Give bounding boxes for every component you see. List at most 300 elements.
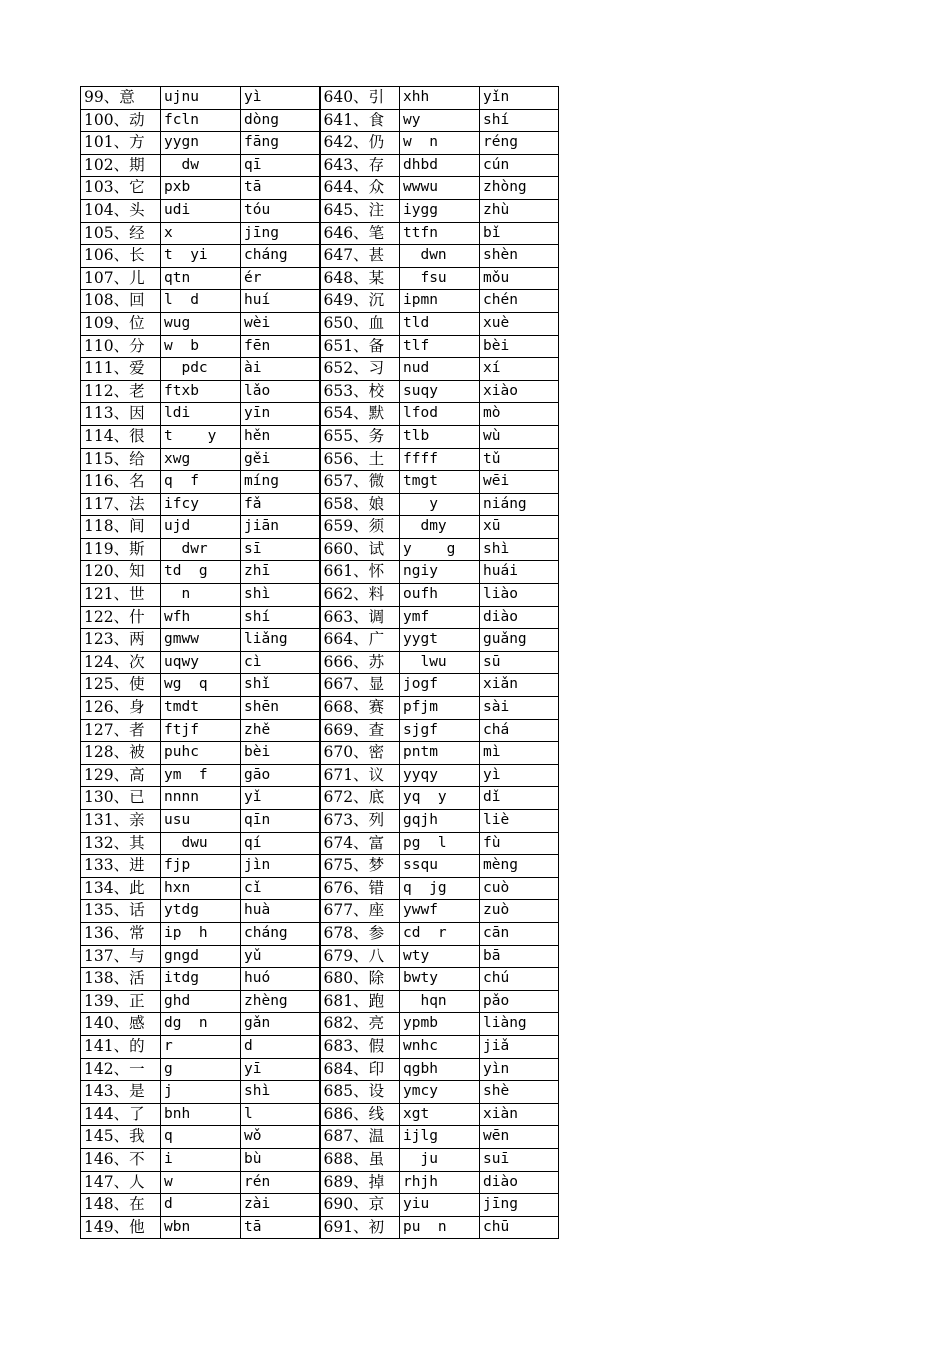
pinyin-cell[interactable]: liàng [480,1013,559,1036]
code-cell[interactable]: usu [161,810,241,833]
pinyin-cell[interactable]: xiào [480,380,559,403]
pinyin-cell[interactable]: shèn [480,245,559,268]
char-cell[interactable]: 112、老 [81,380,161,403]
pinyin-cell[interactable]: cún [480,154,559,177]
pinyin-cell[interactable]: zhù [480,199,559,222]
pinyin-cell[interactable]: fǎ [241,493,320,516]
pinyin-cell[interactable]: zuò [480,900,559,923]
char-cell[interactable]: 118、间 [81,516,161,539]
code-cell[interactable]: ffff [400,448,480,471]
pinyin-cell[interactable]: ér [241,267,320,290]
pinyin-cell[interactable]: huà [241,900,320,923]
pinyin-cell[interactable]: dǐ [480,787,559,810]
pinyin-cell[interactable]: fēn [241,335,320,358]
pinyin-cell[interactable]: wù [480,425,559,448]
pinyin-cell[interactable]: liǎng [241,629,320,652]
char-cell[interactable]: 671、议 [320,764,400,787]
code-cell[interactable]: d [161,1194,241,1217]
pinyin-cell[interactable]: bǐ [480,222,559,245]
char-cell[interactable]: 648、某 [320,267,400,290]
code-cell[interactable]: ypmb [400,1013,480,1036]
code-cell[interactable]: fsu [400,267,480,290]
pinyin-cell[interactable]: lǎo [241,380,320,403]
char-cell[interactable]: 131、亲 [81,810,161,833]
char-cell[interactable]: 149、他 [81,1216,161,1239]
char-cell[interactable]: 120、知 [81,561,161,584]
code-cell[interactable]: dhbd [400,154,480,177]
char-cell[interactable]: 117、法 [81,493,161,516]
pinyin-cell[interactable]: jīng [480,1194,559,1217]
pinyin-cell[interactable]: sī [241,538,320,561]
pinyin-cell[interactable]: yǔ [241,945,320,968]
code-cell[interactable]: tld [400,312,480,335]
pinyin-cell[interactable]: bā [480,945,559,968]
pinyin-cell[interactable]: tā [241,177,320,200]
code-cell[interactable]: fcln [161,109,241,132]
pinyin-cell[interactable]: dòng [241,109,320,132]
char-cell[interactable]: 684、印 [320,1058,400,1081]
pinyin-cell[interactable]: shǐ [241,674,320,697]
char-cell[interactable]: 134、此 [81,877,161,900]
char-cell[interactable]: 125、使 [81,674,161,697]
pinyin-cell[interactable]: réng [480,132,559,155]
char-cell[interactable]: 642、仍 [320,132,400,155]
char-cell[interactable]: 664、广 [320,629,400,652]
code-cell[interactable]: pxb [161,177,241,200]
char-cell[interactable]: 116、名 [81,471,161,494]
code-cell[interactable]: td g [161,561,241,584]
code-cell[interactable]: wwwu [400,177,480,200]
code-cell[interactable]: yygt [400,629,480,652]
pinyin-cell[interactable]: shí [241,606,320,629]
char-cell[interactable]: 126、身 [81,697,161,720]
code-cell[interactable]: ldi [161,403,241,426]
pinyin-cell[interactable]: wēn [480,1126,559,1149]
char-cell[interactable]: 652、习 [320,358,400,381]
pinyin-cell[interactable]: fù [480,832,559,855]
code-cell[interactable]: gngd [161,945,241,968]
pinyin-cell[interactable]: zhòng [480,177,559,200]
char-cell[interactable]: 688、虽 [320,1148,400,1171]
pinyin-cell[interactable]: gāo [241,764,320,787]
code-cell[interactable]: ym f [161,764,241,787]
code-cell[interactable]: lwu [400,651,480,674]
char-cell[interactable]: 690、京 [320,1194,400,1217]
char-cell[interactable]: 656、土 [320,448,400,471]
pinyin-cell[interactable]: mèng [480,855,559,878]
code-cell[interactable]: ftxb [161,380,241,403]
pinyin-cell[interactable]: suī [480,1148,559,1171]
code-cell[interactable]: rhjh [400,1171,480,1194]
char-cell[interactable]: 109、位 [81,312,161,335]
code-cell[interactable]: gmww [161,629,241,652]
pinyin-cell[interactable]: shēn [241,697,320,720]
char-cell[interactable]: 681、跑 [320,990,400,1013]
char-cell[interactable]: 641、食 [320,109,400,132]
code-cell[interactable]: x [161,222,241,245]
code-cell[interactable]: r [161,1035,241,1058]
code-cell[interactable]: ifcy [161,493,241,516]
pinyin-cell[interactable]: qīn [241,810,320,833]
code-cell[interactable]: dmy [400,516,480,539]
pinyin-cell[interactable]: shè [480,1081,559,1104]
pinyin-cell[interactable]: cǐ [241,877,320,900]
pinyin-cell[interactable]: gěi [241,448,320,471]
char-cell[interactable]: 114、很 [81,425,161,448]
char-cell[interactable]: 680、除 [320,968,400,991]
char-cell[interactable]: 101、方 [81,132,161,155]
char-cell[interactable]: 111、爱 [81,358,161,381]
code-cell[interactable]: hxn [161,877,241,900]
code-cell[interactable]: pfjm [400,697,480,720]
char-cell[interactable]: 657、微 [320,471,400,494]
char-cell[interactable]: 129、高 [81,764,161,787]
char-cell[interactable]: 132、其 [81,832,161,855]
pinyin-cell[interactable]: zài [241,1194,320,1217]
char-cell[interactable]: 137、与 [81,945,161,968]
code-cell[interactable]: j [161,1081,241,1104]
char-cell[interactable]: 103、它 [81,177,161,200]
pinyin-cell[interactable]: cì [241,651,320,674]
code-cell[interactable]: i [161,1148,241,1171]
code-cell[interactable]: l d [161,290,241,313]
pinyin-cell[interactable]: jīng [241,222,320,245]
code-cell[interactable]: uqwy [161,651,241,674]
char-cell[interactable]: 669、查 [320,719,400,742]
pinyin-cell[interactable]: d [241,1035,320,1058]
code-cell[interactable]: q f [161,471,241,494]
pinyin-cell[interactable]: pǎo [480,990,559,1013]
char-cell[interactable]: 654、默 [320,403,400,426]
code-cell[interactable]: w n [400,132,480,155]
char-cell[interactable]: 104、头 [81,199,161,222]
code-cell[interactable]: ssqu [400,855,480,878]
code-cell[interactable]: fjp [161,855,241,878]
pinyin-cell[interactable]: tā [241,1216,320,1239]
char-cell[interactable]: 115、给 [81,448,161,471]
pinyin-cell[interactable]: yīn [241,403,320,426]
char-cell[interactable]: 128、被 [81,742,161,765]
char-cell[interactable]: 107、儿 [81,267,161,290]
code-cell[interactable]: qgbh [400,1058,480,1081]
pinyin-cell[interactable]: tǔ [480,448,559,471]
code-cell[interactable]: y [400,493,480,516]
code-cell[interactable]: xgt [400,1103,480,1126]
pinyin-cell[interactable]: zhī [241,561,320,584]
code-cell[interactable]: y g [400,538,480,561]
pinyin-cell[interactable]: wèi [241,312,320,335]
code-cell[interactable]: dg n [161,1013,241,1036]
pinyin-cell[interactable]: liè [480,810,559,833]
char-cell[interactable]: 644、众 [320,177,400,200]
code-cell[interactable]: puhc [161,742,241,765]
char-cell[interactable]: 672、底 [320,787,400,810]
pinyin-cell[interactable]: jiǎ [480,1035,559,1058]
char-cell[interactable]: 689、掉 [320,1171,400,1194]
pinyin-cell[interactable]: huí [241,290,320,313]
char-cell[interactable]: 133、进 [81,855,161,878]
code-cell[interactable]: w b [161,335,241,358]
char-cell[interactable]: 649、沉 [320,290,400,313]
code-cell[interactable]: wy [400,109,480,132]
char-cell[interactable]: 659、须 [320,516,400,539]
pinyin-cell[interactable]: hěn [241,425,320,448]
char-cell[interactable]: 140、感 [81,1013,161,1036]
pinyin-cell[interactable]: míng [241,471,320,494]
char-cell[interactable]: 147、人 [81,1171,161,1194]
char-cell[interactable]: 691、初 [320,1216,400,1239]
pinyin-cell[interactable]: yìn [480,1058,559,1081]
char-cell[interactable]: 674、富 [320,832,400,855]
char-cell[interactable]: 677、座 [320,900,400,923]
code-cell[interactable]: ipmn [400,290,480,313]
code-cell[interactable]: nud [400,358,480,381]
code-cell[interactable]: dw [161,154,241,177]
code-cell[interactable]: ujd [161,516,241,539]
code-cell[interactable]: tmdt [161,697,241,720]
char-cell[interactable]: 145、我 [81,1126,161,1149]
pinyin-cell[interactable]: guǎng [480,629,559,652]
char-cell[interactable]: 105、经 [81,222,161,245]
pinyin-cell[interactable]: sū [480,651,559,674]
pinyin-cell[interactable]: fāng [241,132,320,155]
code-cell[interactable]: tlb [400,425,480,448]
char-cell[interactable]: 662、料 [320,584,400,607]
code-cell[interactable]: q jg [400,877,480,900]
code-cell[interactable]: wbn [161,1216,241,1239]
code-cell[interactable]: ymf [400,606,480,629]
pinyin-cell[interactable]: shì [241,584,320,607]
pinyin-cell[interactable]: xiǎn [480,674,559,697]
char-cell[interactable]: 148、在 [81,1194,161,1217]
pinyin-cell[interactable]: xū [480,516,559,539]
char-cell[interactable]: 136、常 [81,922,161,945]
char-cell[interactable]: 99、意 [81,87,161,110]
code-cell[interactable]: pg l [400,832,480,855]
pinyin-cell[interactable]: xiàn [480,1103,559,1126]
pinyin-cell[interactable]: gǎn [241,1013,320,1036]
pinyin-cell[interactable]: wēi [480,471,559,494]
code-cell[interactable]: ijlg [400,1126,480,1149]
pinyin-cell[interactable]: yì [241,87,320,110]
pinyin-cell[interactable]: tóu [241,199,320,222]
pinyin-cell[interactable]: bèi [241,742,320,765]
pinyin-cell[interactable]: huái [480,561,559,584]
code-cell[interactable]: pu n [400,1216,480,1239]
char-cell[interactable]: 679、八 [320,945,400,968]
code-cell[interactable]: ujnu [161,87,241,110]
code-cell[interactable]: dwu [161,832,241,855]
code-cell[interactable]: ytdg [161,900,241,923]
pinyin-cell[interactable]: qī [241,154,320,177]
pinyin-cell[interactable]: mǒu [480,267,559,290]
code-cell[interactable]: udi [161,199,241,222]
char-cell[interactable]: 122、什 [81,606,161,629]
char-cell[interactable]: 138、活 [81,968,161,991]
char-cell[interactable]: 676、错 [320,877,400,900]
char-cell[interactable]: 655、务 [320,425,400,448]
pinyin-cell[interactable]: chá [480,719,559,742]
code-cell[interactable]: wg q [161,674,241,697]
pinyin-cell[interactable]: chú [480,968,559,991]
pinyin-cell[interactable]: chén [480,290,559,313]
pinyin-cell[interactable]: l [241,1103,320,1126]
code-cell[interactable]: g [161,1058,241,1081]
pinyin-cell[interactable]: bèi [480,335,559,358]
char-cell[interactable]: 124、次 [81,651,161,674]
code-cell[interactable]: pdc [161,358,241,381]
char-cell[interactable]: 687、温 [320,1126,400,1149]
pinyin-cell[interactable]: cháng [241,245,320,268]
char-cell[interactable]: 645、注 [320,199,400,222]
pinyin-cell[interactable]: niáng [480,493,559,516]
code-cell[interactable]: tmgt [400,471,480,494]
code-cell[interactable]: gqjh [400,810,480,833]
pinyin-cell[interactable]: mò [480,403,559,426]
pinyin-cell[interactable]: shì [480,538,559,561]
pinyin-cell[interactable]: liào [480,584,559,607]
pinyin-cell[interactable]: ài [241,358,320,381]
code-cell[interactable]: oufh [400,584,480,607]
code-cell[interactable]: t yi [161,245,241,268]
char-cell[interactable]: 675、梦 [320,855,400,878]
char-cell[interactable]: 121、世 [81,584,161,607]
pinyin-cell[interactable]: xí [480,358,559,381]
char-cell[interactable]: 647、甚 [320,245,400,268]
pinyin-cell[interactable]: rén [241,1171,320,1194]
pinyin-cell[interactable]: shí [480,109,559,132]
char-cell[interactable]: 653、校 [320,380,400,403]
pinyin-cell[interactable]: cháng [241,922,320,945]
code-cell[interactable]: wfh [161,606,241,629]
char-cell[interactable]: 123、两 [81,629,161,652]
code-cell[interactable]: w [161,1171,241,1194]
code-cell[interactable]: ywwf [400,900,480,923]
char-cell[interactable]: 142、一 [81,1058,161,1081]
char-cell[interactable]: 666、苏 [320,651,400,674]
char-cell[interactable]: 682、亮 [320,1013,400,1036]
code-cell[interactable]: ttfn [400,222,480,245]
pinyin-cell[interactable]: cuò [480,877,559,900]
code-cell[interactable]: xhh [400,87,480,110]
code-cell[interactable]: wug [161,312,241,335]
pinyin-cell[interactable]: shì [241,1081,320,1104]
char-cell[interactable]: 146、不 [81,1148,161,1171]
code-cell[interactable]: ngiy [400,561,480,584]
code-cell[interactable]: bnh [161,1103,241,1126]
char-cell[interactable]: 113、因 [81,403,161,426]
pinyin-cell[interactable]: yì [480,764,559,787]
pinyin-cell[interactable]: xuè [480,312,559,335]
code-cell[interactable]: ju [400,1148,480,1171]
pinyin-cell[interactable]: cān [480,922,559,945]
code-cell[interactable]: itdg [161,968,241,991]
char-cell[interactable]: 143、是 [81,1081,161,1104]
pinyin-cell[interactable]: chū [480,1216,559,1239]
char-cell[interactable]: 127、者 [81,719,161,742]
code-cell[interactable]: lfod [400,403,480,426]
pinyin-cell[interactable]: diào [480,606,559,629]
pinyin-cell[interactable]: jìn [241,855,320,878]
char-cell[interactable]: 646、笔 [320,222,400,245]
char-cell[interactable]: 660、试 [320,538,400,561]
char-cell[interactable]: 141、的 [81,1035,161,1058]
code-cell[interactable]: yq y [400,787,480,810]
char-cell[interactable]: 658、娘 [320,493,400,516]
char-cell[interactable]: 670、密 [320,742,400,765]
code-cell[interactable]: t y [161,425,241,448]
pinyin-cell[interactable]: bù [241,1148,320,1171]
pinyin-cell[interactable]: yī [241,1058,320,1081]
char-cell[interactable]: 100、动 [81,109,161,132]
code-cell[interactable]: ftjf [161,719,241,742]
code-cell[interactable]: ymcy [400,1081,480,1104]
code-cell[interactable]: dwn [400,245,480,268]
char-cell[interactable]: 640、引 [320,87,400,110]
code-cell[interactable]: ip h [161,922,241,945]
code-cell[interactable]: sjgf [400,719,480,742]
code-cell[interactable]: yiu [400,1194,480,1217]
char-cell[interactable]: 108、回 [81,290,161,313]
char-cell[interactable]: 651、备 [320,335,400,358]
pinyin-cell[interactable]: diào [480,1171,559,1194]
pinyin-cell[interactable]: sài [480,697,559,720]
char-cell[interactable]: 678、参 [320,922,400,945]
char-cell[interactable]: 668、赛 [320,697,400,720]
char-cell[interactable]: 119、斯 [81,538,161,561]
code-cell[interactable]: n [161,584,241,607]
code-cell[interactable]: xwg [161,448,241,471]
code-cell[interactable]: ghd [161,990,241,1013]
char-cell[interactable]: 135、话 [81,900,161,923]
code-cell[interactable]: tlf [400,335,480,358]
char-cell[interactable]: 102、期 [81,154,161,177]
pinyin-cell[interactable]: yǐn [480,87,559,110]
code-cell[interactable]: bwty [400,968,480,991]
char-cell[interactable]: 106、长 [81,245,161,268]
char-cell[interactable]: 663、调 [320,606,400,629]
code-cell[interactable]: wnhc [400,1035,480,1058]
pinyin-cell[interactable]: qí [241,832,320,855]
pinyin-cell[interactable]: zhě [241,719,320,742]
pinyin-cell[interactable]: yǐ [241,787,320,810]
code-cell[interactable]: wty [400,945,480,968]
pinyin-cell[interactable]: wǒ [241,1126,320,1149]
char-cell[interactable]: 686、线 [320,1103,400,1126]
char-cell[interactable]: 661、怀 [320,561,400,584]
char-cell[interactable]: 144、了 [81,1103,161,1126]
code-cell[interactable]: iygg [400,199,480,222]
code-cell[interactable]: pntm [400,742,480,765]
char-cell[interactable]: 643、存 [320,154,400,177]
char-cell[interactable]: 130、已 [81,787,161,810]
char-cell[interactable]: 110、分 [81,335,161,358]
code-cell[interactable]: dwr [161,538,241,561]
char-cell[interactable]: 673、列 [320,810,400,833]
char-cell[interactable]: 139、正 [81,990,161,1013]
code-cell[interactable]: suqy [400,380,480,403]
code-cell[interactable]: yygn [161,132,241,155]
code-cell[interactable]: q [161,1126,241,1149]
code-cell[interactable]: jogf [400,674,480,697]
char-cell[interactable]: 650、血 [320,312,400,335]
code-cell[interactable]: cd r [400,922,480,945]
code-cell[interactable]: nnnn [161,787,241,810]
char-cell[interactable]: 683、假 [320,1035,400,1058]
pinyin-cell[interactable]: jiān [241,516,320,539]
code-cell[interactable]: yyqy [400,764,480,787]
pinyin-cell[interactable]: zhèng [241,990,320,1013]
